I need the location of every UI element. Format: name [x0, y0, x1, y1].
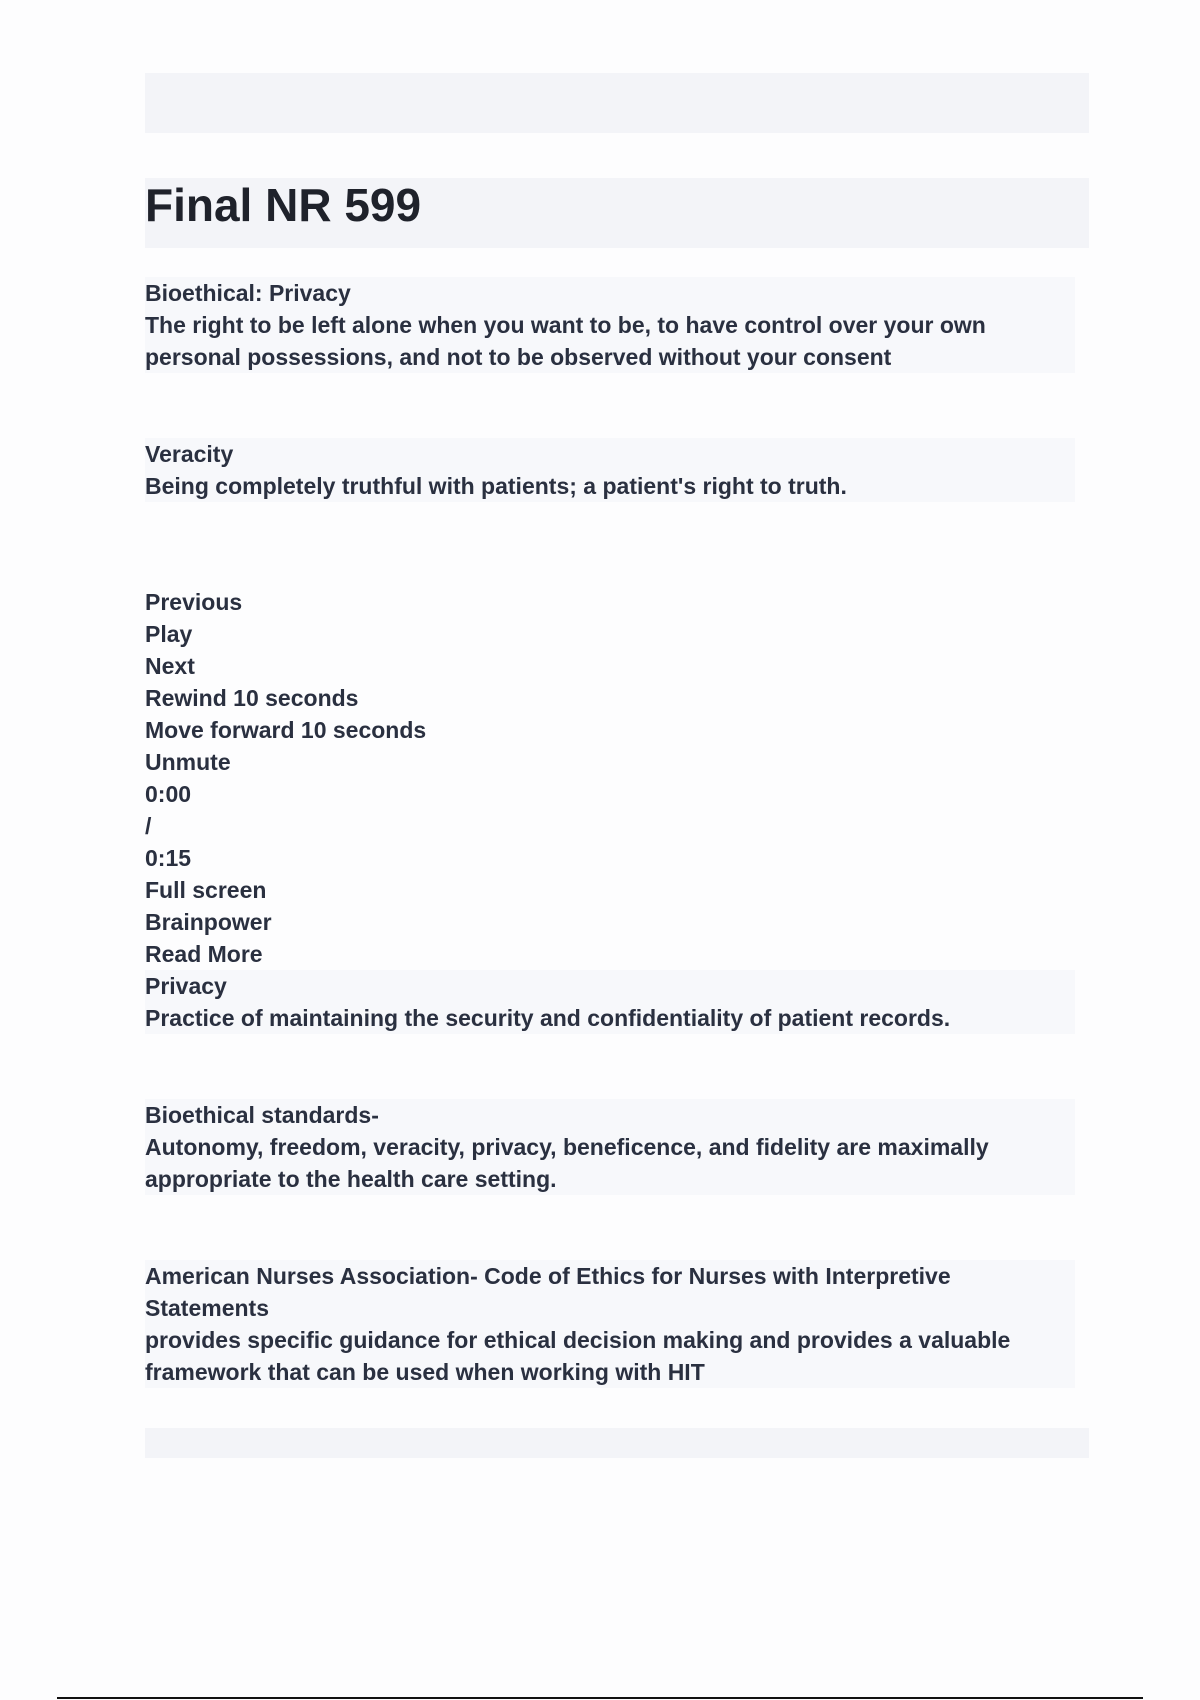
card-term: Privacy [145, 973, 227, 999]
next-button[interactable]: Next [145, 653, 195, 679]
flashcard [145, 438, 1075, 502]
page-title: Final NR 599 [145, 179, 422, 231]
top-banner-placeholder [145, 73, 1089, 133]
card-definition: provides specific guidance for ethical decision making and provides a valuable framework that can be used when working with HIT [145, 1327, 1011, 1385]
spacer [145, 373, 1075, 438]
card-term: American Nurses Association- Code of Ethics for Nurses with Interpretive Statements [145, 1263, 951, 1321]
rewind-button[interactable]: Rewind 10 seconds [145, 685, 359, 711]
time-separator: / [145, 813, 152, 839]
fullscreen-button[interactable]: Full screen [145, 877, 267, 903]
bottom-banner-placeholder [145, 1428, 1089, 1458]
duration: 0:15 [145, 845, 192, 871]
flashcard [145, 1260, 1075, 1388]
spacer [145, 1195, 1075, 1260]
card-definition: Autonomy, freedom, veracity, privacy, beneficence, and fidelity are maximally appropriate to the health care setting. [145, 1134, 989, 1192]
player-brand: Brainpower [145, 909, 272, 935]
read-more-link[interactable]: Read More [145, 941, 263, 967]
previous-button[interactable]: Previous [145, 589, 243, 615]
spacer [145, 1034, 1075, 1099]
card-term: Bioethical: Privacy [145, 280, 351, 306]
flashcard [145, 277, 1075, 373]
card-definition: The right to be left alone when you want to be, to have control over your own personal possessions, and not to be observed without your consent [145, 312, 986, 370]
footer-divider [57, 1697, 1143, 1699]
video-player-controls [145, 586, 1075, 970]
flashcard-list [145, 277, 1075, 1388]
forward-button[interactable]: Move forward 10 seconds [145, 717, 427, 743]
play-button[interactable]: Play [145, 621, 193, 647]
card-term: Veracity [145, 441, 234, 467]
card-definition: Practice of maintaining the security and confidentiality of patient records. [145, 1005, 951, 1031]
spacer [145, 502, 1075, 586]
flashcard [145, 1099, 1075, 1195]
card-term: Bioethical standards- [145, 1102, 379, 1128]
card-definition: Being completely truthful with patients; a patient's right to truth. [145, 473, 847, 499]
flashcard [145, 970, 1075, 1034]
current-time: 0:00 [145, 781, 192, 807]
unmute-button[interactable]: Unmute [145, 749, 231, 775]
